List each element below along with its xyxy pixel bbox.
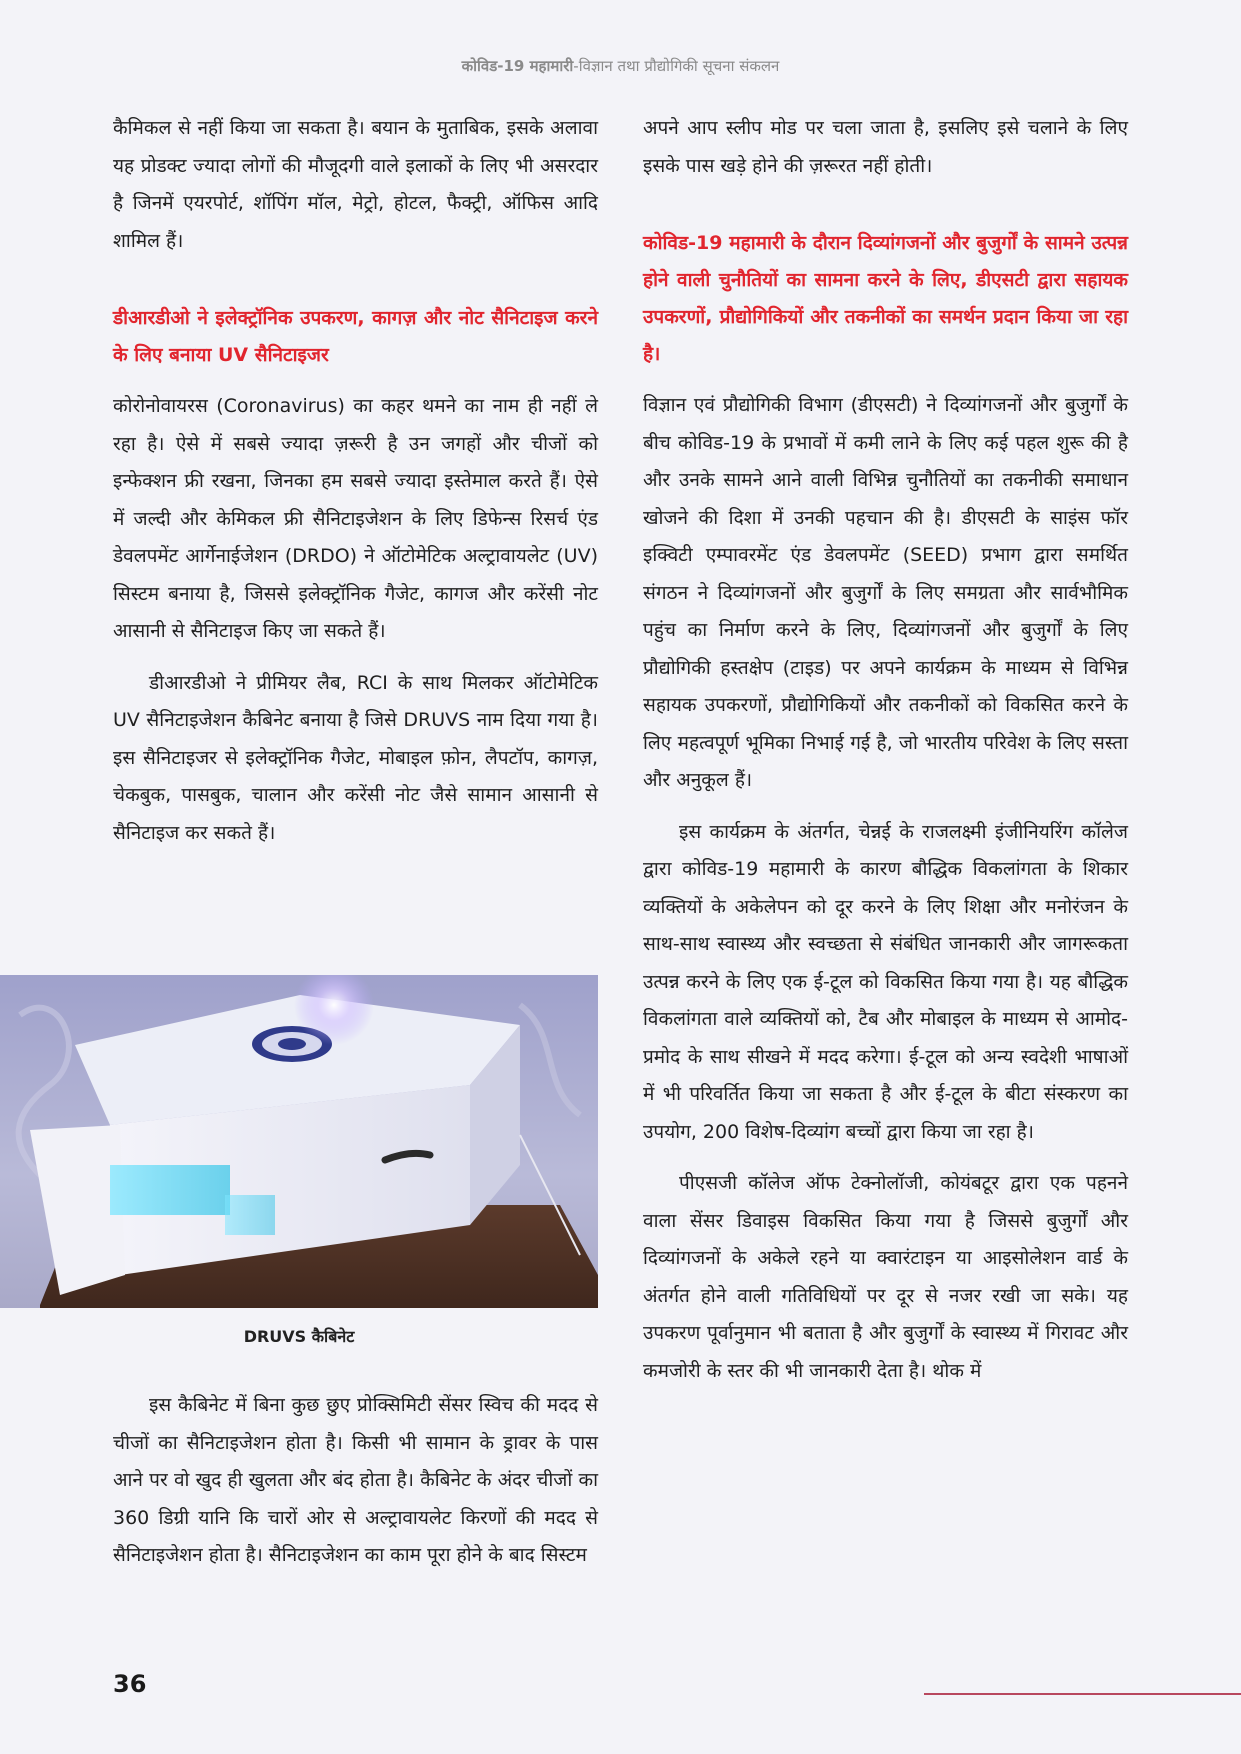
right-paragraph-3: इस कार्यक्रम के अंतर्गत, चेन्नई के राजलक्ष्मी इंजीनियरिंग कॉलेज द्वारा कोविड-19 महामारी के कारण बौद्धिक विकलांगता के शिकार व्यक्तियों के अकेलेपन को दूर करने के लिए शिक्षा और मनोरंजन के साथ-साथ स्वास्थ्य और स्वच्छता से संबंधित जानकारी और जागरूकता उत्पन्न करने के लिए एक ई-टूल को विकसित किया गया है। यह बौद्धिक विकलांगता वाले व्यक्तियों को, टैब और मोबाइल के माध्यम से आमोद-प्रमोद के साथ सीखने में मदद करेगा। ई-टूल को अन्य स्वदेशी भाषाओं में भी परिवर्तित किया जा सकता है और ई-टूल के बीटा संस्करण का उपयोग, 200 विशेष-दिव्यांग बच्चों द्वारा किया जा रहा है।: [643, 820, 1128, 1143]
running-header: [0, 56, 1241, 76]
left-paragraph-2: कोरोनोवायरस (Coronavirus) का कहर थमने का नाम ही नहीं ले रहा है। ऐसे में सबसे ज्यादा ज़रूरी है उन जगहों और चीजों को इन्फेक्शन फ्री रखना, जिनका हम सबसे ज्यादा इस्तेमाल करते हैं। ऐसे में जल्दी और केमिकल फ्री सैनिटाइजेशन के लिए डिफेन्स रिसर्च एंड डेवलपमेंट आर्गेनाईजेशन (DRDO) ने ऑटोमेटिक अल्ट्रावायलेट (UV) सिस्टम बनाया है, जिससे इलेक्ट्रॉनिक गैजेट, कागज और करेंसी नोट आसानी से सैनिटाइज किए जा सकते हैं।: [113, 395, 598, 642]
left-paragraph-3: डीआरडीओ ने प्रीमियर लैब, RCI के साथ मिलकर ऑटोमेटिक UV सैनिटाइजेशन कैबिनेट बनाया है जिसे DRUVS नाम दिया गया है। इस सैनिटाइजर से इलेक्ट्रॉनिक गैजेट, मोबाइल फ़ोन, लैपटॉप, कागज़, चेकबुक, पासबुक, चालान और करेंसी नोट जैसे सामान आसानी से सैनिटाइज कर सकते हैं।: [113, 671, 598, 844]
right-column: [643, 110, 1128, 1390]
cabinet-illustration: [0, 975, 598, 1308]
footer-rule: [924, 1693, 1241, 1695]
left-column: [113, 110, 598, 852]
left-paragraph-4: इस कैबिनेट में बिना कुछ छुए प्रोक्सिमिटी सेंसर स्विच की मदद से चीजों का सैनिटाइजेशन होता है। किसी भी सामान के ड्रावर के पास आने पर वो खुद ही खुलता और बंद होता है। कैबिनेट के अंदर चीजों का 360 डिग्री यानि कि चारों ओर से अल्ट्रावायलेट किरणों की मदद से सैनिटाइजेशन होता है। सैनिटाइजेशन का काम पूरा होने के बाद सिस्टम: [113, 1394, 598, 1566]
right-paragraph-2: विज्ञान एवं प्रौद्योगिकी विभाग (डीएसटी) ने दिव्यांगजनों और बुजुर्गों के बीच कोविड-19 के प्रभावों में कमी लाने के लिए कई पहल शुरू की है और उनके सामने आने वाली विभिन्न चुनौतियों का तकनीकी समाधान खोजने की दिशा में उनकी पहचान की है। डीएसटी के साइंस फॉर इक्विटी एम्पावरमेंट एंड डेवलपमेंट (SEED) प्रभाग द्वारा समर्थित संगठन ने दिव्यांगजनों और बुजुर्गों के लिए समग्रता और सार्वभौमिक पहुंच का निर्माण करने के लिए, दिव्यांगजनों और बुजुर्गों के लिए प्रौद्योगिकी हस्तक्षेप (टाइड) पर अपने कार्यक्रम के माध्यम से विभिन्न सहायक उपकरणों, प्रौद्योगिकियों और तकनीकों को विकसित करने के लिए महत्वपूर्ण भूमिका निभाई गई है, जो भारतीय परिवेश के लिए सस्ता और अनुकूल हैं।: [643, 394, 1128, 791]
right-paragraph-1: अपने आप स्लीप मोड पर चला जाता है, इसलिए इसे चलाने के लिए इसके पास खड़े होने की ज़रूरत नहीं होती।: [643, 117, 1128, 177]
header-title-bold: कोविड-19 महामारी: [461, 57, 574, 75]
druvs-cabinet-photo: [0, 975, 598, 1308]
header-title-rest: -विज्ञान तथा प्रौद्योगिकी सूचना संकलन: [573, 57, 780, 75]
right-section-heading: कोविड-19 महामारी के दौरान दिव्यांगजनों और बुजुर्गों के सामने उत्पन्न होने वाली चुनौतियों का सामना करने के लिए, डीएसटी द्वारा सहायक उपकरणों, प्रौद्योगिकियों और तकनीकों का समर्थन प्रदान किया जा रहा है।: [643, 232, 1128, 365]
right-paragraph-4: पीएसजी कॉलेज ऑफ टेक्नोलॉजी, कोयंबटूर द्वारा एक पहनने वाला सेंसर डिवाइस विकसित किया गया है जिससे बुजुर्गों और दिव्यांगजनों के अकेले रहने या क्वारंटाइन या आइसोलेशन वार्ड के अंतर्गत होने वाली गतिविधियों पर दूर से नजर रखी जा सके। यह उपकरण पूर्वानुमान भी बताता है और बुजुर्गों के स्वास्थ्य में गिरावट और कमजोरी के स्तर की भी जानकारी देता है। थोक में: [643, 1172, 1128, 1382]
photo-caption: DRUVS कैबिनेट: [243, 1327, 355, 1346]
left-paragraph-1: कैमिकल से नहीं किया जा सकता है। बयान के मुताबिक, इसके अलावा यह प्रोडक्ट ज्यादा लोगों की मौजूदगी वाले इलाकों के लिए भी असरदार है जिनमें एयरपोर्ट, शॉपिंग मॉल, मेट्रो, होटल, फैक्ट्री, ऑफिस आदि शामिल हैं।: [113, 117, 598, 252]
left-section-heading: डीआरडीओ ने इलेक्ट्रॉनिक उपकरण, कागज़ और नोट सैनिटाइज करने के लिए बनाया UV सैनिटाइजर: [113, 307, 598, 366]
left-column-bottom: [113, 1387, 598, 1575]
page-number: 36: [113, 1670, 147, 1698]
